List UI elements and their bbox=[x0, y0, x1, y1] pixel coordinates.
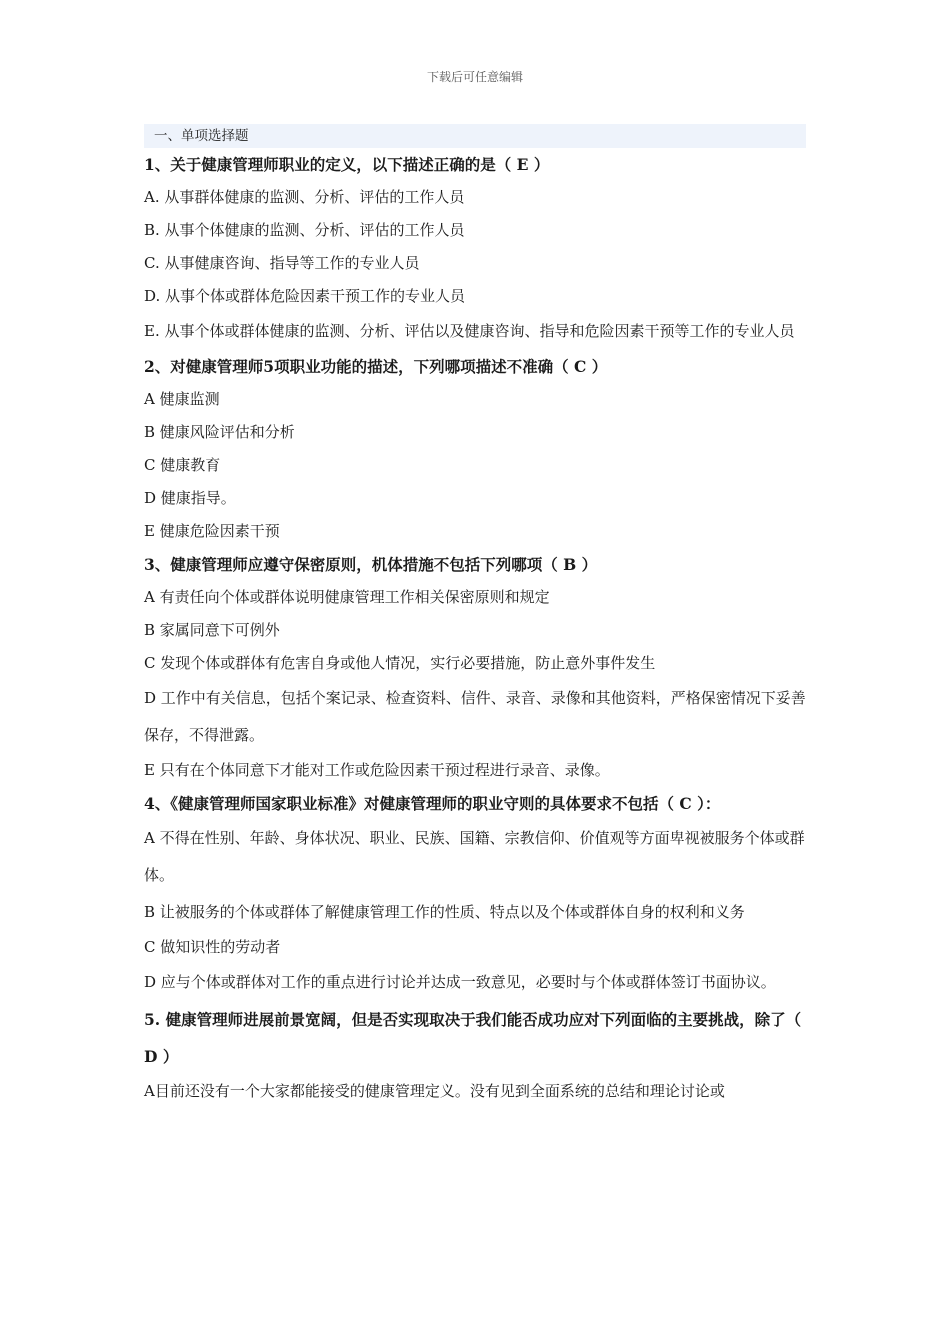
option-d: D 工作中有关信息，包括个案记录、检查资料、信件、录音、录像和其他资料，严格保密情况下妥善保存，不得泄露。 bbox=[144, 689, 806, 744]
option-c: C. 从事健康咨询、指导等工作的专业人员 bbox=[144, 254, 420, 272]
option-d: D. 从事个体或群体危险因素干预工作的专业人员 bbox=[144, 287, 466, 305]
option-b: B 家属同意下可例外 bbox=[144, 621, 280, 639]
question-1 bbox=[144, 148, 806, 350]
document-body bbox=[144, 124, 806, 1108]
question-3 bbox=[144, 548, 806, 787]
option-a: A 不得在性别、年龄、身体状况、职业、民族、国籍、宗教信仰、价值观等方面卑视被服务个体或群体。 bbox=[144, 829, 805, 884]
option-e: E 健康危险因素干预 bbox=[144, 522, 280, 540]
question-stem: 3、健康管理师应遵守保密原则，机体措施不包括下列哪项（ B ） bbox=[144, 555, 598, 574]
option-d: D 应与个体或群体对工作的重点进行讨论并达成一致意见，必要时与个体或群体签订书面协议。 bbox=[144, 973, 776, 991]
option-b: B 让被服务的个体或群体了解健康管理工作的性质、特点以及个体或群体自身的权利和义务 bbox=[144, 903, 745, 921]
question-5 bbox=[144, 1001, 806, 1108]
question-4 bbox=[144, 787, 806, 1001]
option-b: B. 从事个体健康的监测、分析、评估的工作人员 bbox=[144, 221, 465, 239]
option-b: B 健康风险评估和分析 bbox=[144, 423, 295, 441]
option-c: C 做知识性的劳动者 bbox=[144, 938, 281, 956]
section-heading: 一、单项选择题 bbox=[144, 124, 806, 148]
option-a: A 健康监测 bbox=[144, 390, 220, 408]
option-a: A. 从事群体健康的监测、分析、评估的工作人员 bbox=[144, 188, 465, 206]
option-a: A 有责任向个体或群体说明健康管理工作相关保密原则和规定 bbox=[144, 588, 550, 606]
header-note: 下载后可任意编辑 bbox=[426, 70, 523, 84]
question-stem: 2、对健康管理师5项职业功能的描述，下列哪项描述不准确（ C ） bbox=[144, 357, 608, 376]
question-2 bbox=[144, 350, 806, 548]
question-stem: 5. 健康管理师进展前景宽阔，但是否实现取决于我们能否成功应对下列面临的主要挑战，除了（ D ） bbox=[144, 1010, 802, 1066]
option-c: C 健康教育 bbox=[144, 456, 221, 474]
option-c: C 发现个体或群体有危害自身或他人情况，实行必要措施，防止意外事件发生 bbox=[144, 654, 656, 672]
option-a: A目前还没有一个大家都能接受的健康管理定义。没有见到全面系统的总结和理论讨论或 bbox=[144, 1082, 725, 1100]
option-e: E. 从事个体或群体健康的监测、分析、评估以及健康咨询、指导和危险因素干预等工作的专业人员 bbox=[144, 322, 795, 340]
question-stem: 4、《健康管理师国家职业标准》对健康管理师的职业守则的具体要求不包括（ C ）： bbox=[144, 794, 721, 813]
question-stem: 1、关于健康管理师职业的定义，以下描述正确的是（ E ） bbox=[144, 155, 550, 174]
option-d: D 健康指导。 bbox=[144, 489, 236, 507]
option-e: E 只有在个体同意下才能对工作或危险因素干预过程进行录音、录像。 bbox=[144, 761, 610, 779]
